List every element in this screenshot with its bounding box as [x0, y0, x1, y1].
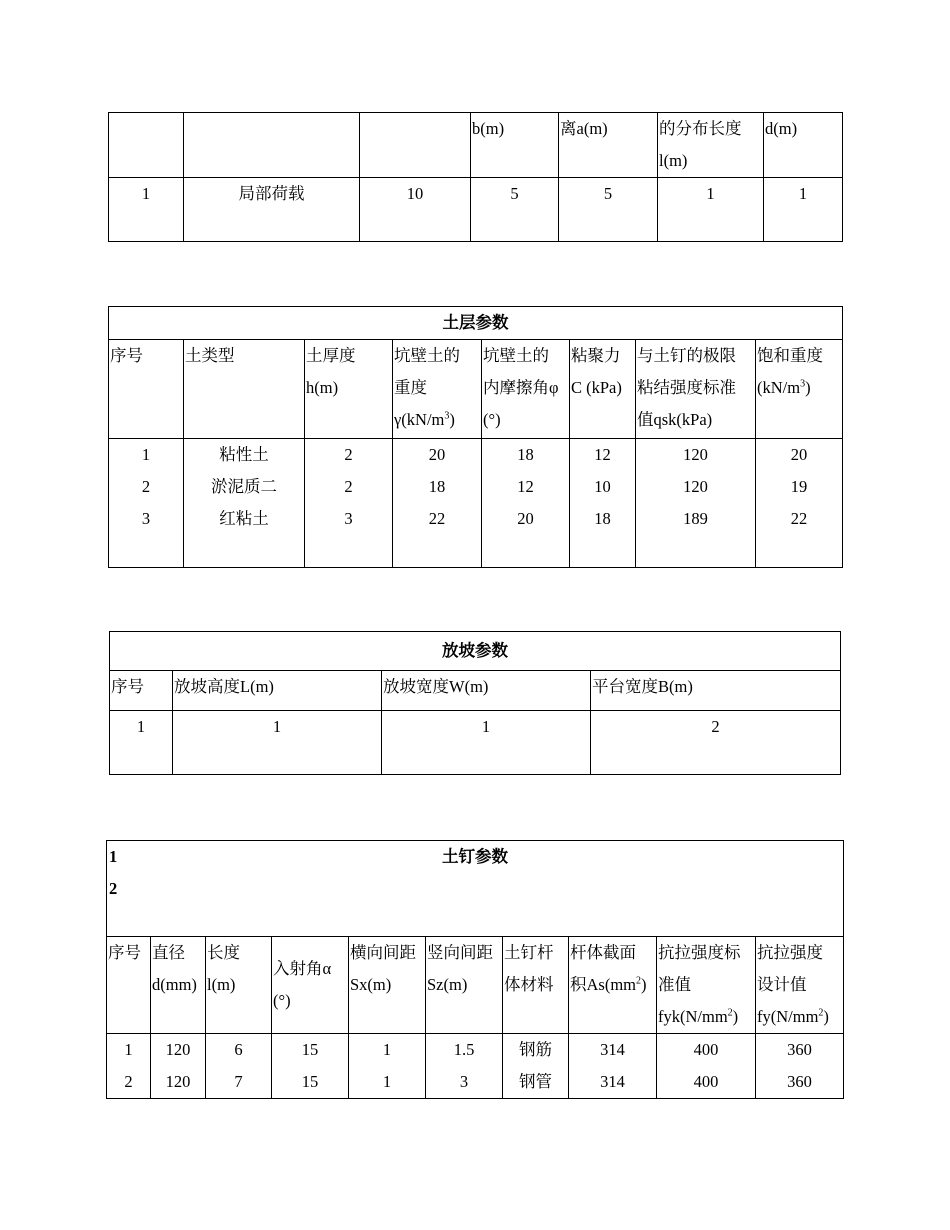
nail-header-line: 竖向间距 [427, 943, 493, 962]
table-cell: 1 [382, 1040, 392, 1059]
table-cell: 钢管 [519, 1072, 552, 1091]
nail-header-line: 长度 [207, 943, 240, 962]
table-cell: 1 [764, 178, 843, 242]
load-header-cell [658, 113, 764, 178]
nail-header-line: 序号 [108, 943, 141, 962]
soil-body-row [109, 439, 843, 568]
soil-header-line: 饱和重度 [757, 346, 823, 365]
soil-header-cell [482, 340, 570, 439]
table-cell: 2 [141, 477, 151, 496]
soil-header-cell [756, 340, 843, 439]
nail-header-line: 抗拉强度标 [658, 943, 741, 962]
table-cell: 120 [165, 1072, 191, 1091]
load-header-line: 的分布长度 [659, 119, 742, 138]
slope-header-cell: 序号 [110, 671, 173, 711]
soil-header-line: 内摩擦角φ [483, 378, 559, 397]
table-cell: 12 [517, 477, 534, 496]
table-cell: 6 [234, 1040, 243, 1059]
table-cell: 2 [591, 711, 841, 775]
soil-header-line: 坑壁土的 [483, 346, 549, 365]
table-cell: 400 [693, 1072, 719, 1091]
nail-header-line [757, 1001, 842, 1033]
superscript: 3 [444, 410, 450, 422]
nail-header-cell [569, 937, 657, 1034]
nail-title-row [107, 841, 844, 937]
nail-header-line: (°) [273, 991, 291, 1010]
table-cell: 3 [459, 1072, 469, 1091]
unit-text: ) [805, 378, 811, 397]
table-cell: 淤泥质二 [211, 477, 277, 496]
soil-header-line: 土类型 [185, 346, 235, 365]
soil-header-cell [305, 340, 393, 439]
soil-header-line: (°) [483, 410, 501, 429]
unit-text: fyk(N/mm [658, 1007, 728, 1026]
table-cell: 20 [790, 445, 808, 464]
table-cell: 18 [517, 445, 534, 464]
nail-header-line: l(m) [207, 975, 236, 994]
table-cell: 1 [109, 178, 184, 242]
nail-header-line: 土钉杆 [504, 943, 554, 962]
nail-header-line: Sz(m) [427, 975, 468, 994]
table-cell: 5 [471, 178, 559, 242]
soil-header-cell [570, 340, 636, 439]
table-cell: 18 [428, 477, 446, 496]
corner-mark: 2 [109, 879, 118, 898]
nail-col-area [569, 1034, 657, 1099]
superscript: 2 [727, 1007, 733, 1019]
nail-body-row [107, 1034, 844, 1099]
nail-header-line: Sx(m) [350, 975, 392, 994]
table-cell: 2 [344, 477, 353, 496]
table-cell: 120 [165, 1040, 191, 1059]
table-cell: 7 [234, 1072, 243, 1091]
nail-header-line [570, 969, 655, 1001]
table-cell: 3 [141, 509, 151, 528]
table-cell: 120 [683, 445, 708, 464]
nail-col-angle [272, 1034, 349, 1099]
soil-col-saturated-weight [756, 439, 843, 568]
table-cell: 22 [428, 509, 446, 528]
soil-col-thickness [305, 439, 393, 568]
nail-header-line: 体材料 [504, 975, 554, 994]
load-header-cell: 离a(m) [559, 113, 658, 178]
soil-header-line: 粘结强度标准 [637, 378, 736, 397]
soil-header-line: h(m) [306, 378, 339, 397]
table-cell: 189 [683, 509, 708, 528]
nail-header-line: 入射角α [273, 959, 332, 978]
table-cell: 360 [787, 1040, 812, 1059]
load-header-cell: b(m) [471, 113, 559, 178]
slope-header-row [110, 671, 841, 711]
nail-header-line: 直径 [152, 943, 185, 962]
soil-header-line: C (kPa) [571, 378, 622, 397]
nail-header-row [107, 937, 844, 1034]
slope-header-cell: 放坡高度L(m) [173, 671, 382, 711]
unit-text: ) [732, 1007, 739, 1026]
nail-header-cell [151, 937, 206, 1034]
table-cell: 18 [594, 509, 611, 528]
nail-header-line: 设计值 [757, 975, 807, 994]
table-cell: 1 [382, 711, 591, 775]
nail-header-line: 横向间距 [350, 943, 416, 962]
nail-col-length [206, 1034, 272, 1099]
table-cell: 1 [124, 1040, 133, 1059]
soil-header-line: 与土钉的极限 [637, 346, 736, 365]
table-cell: 2 [344, 445, 353, 464]
soil-header-cell [636, 340, 756, 439]
nail-header-cell [756, 937, 844, 1034]
table-cell: 12 [594, 445, 611, 464]
soil-header-cell [393, 340, 482, 439]
table-cell: 钢筋 [519, 1040, 552, 1059]
nail-table-title: 土钉参数 [442, 847, 509, 866]
table-cell: 10 [360, 178, 471, 242]
table-cell: 10 [594, 477, 611, 496]
load-header-cell [109, 113, 184, 178]
soil-col-cohesion [570, 439, 636, 568]
table-cell: 1 [141, 445, 151, 464]
table-row [109, 178, 843, 242]
table-cell: 15 [301, 1040, 319, 1059]
soil-header-cell [184, 340, 305, 439]
unit-text: (kN/m [757, 378, 801, 397]
slope-title-row [110, 632, 841, 671]
nail-header-line: 准值 [658, 975, 691, 994]
slope-table-title: 放坡参数 [110, 632, 841, 671]
soil-header-line: 土厚度 [306, 346, 356, 365]
table-cell: 1 [173, 711, 382, 775]
unit-text: ) [641, 975, 647, 994]
soil-header-cell [109, 340, 184, 439]
nail-header-cell [206, 937, 272, 1034]
load-table [108, 112, 843, 242]
soil-col-unit-weight [393, 439, 482, 568]
table-cell: 120 [683, 477, 708, 496]
slope-table [109, 631, 841, 775]
table-cell: 314 [600, 1040, 625, 1059]
soil-col-friction-angle [482, 439, 570, 568]
nail-header-cell [349, 937, 426, 1034]
soil-col-seq [109, 439, 184, 568]
table-cell: 20 [517, 509, 534, 528]
table-cell: 1 [382, 1072, 392, 1091]
table-cell: 红粘土 [219, 509, 269, 528]
nail-header-cell [426, 937, 503, 1034]
soil-header-line: 序号 [110, 346, 143, 365]
unit-text: γ(kN/m [394, 410, 445, 429]
nail-header-line: d(mm) [152, 975, 197, 994]
load-header-cell [360, 113, 471, 178]
soil-header-line [757, 372, 841, 404]
soil-header-row [109, 340, 843, 439]
unit-text: ) [823, 1007, 829, 1026]
table-cell: 1.5 [453, 1040, 475, 1059]
soil-header-line: 重度 [394, 378, 427, 397]
nail-title-cell [107, 841, 844, 937]
table-cell: 360 [787, 1072, 812, 1091]
unit-text: 积As(mm [570, 975, 636, 994]
soil-table [108, 306, 843, 568]
nail-header-cell [272, 937, 349, 1034]
nail-header-line: 抗拉强度 [757, 943, 823, 962]
nail-col-fy [756, 1034, 844, 1099]
nail-col-sz [426, 1034, 503, 1099]
table-cell: 局部荷载 [184, 178, 360, 242]
slope-header-cell: 平台宽度B(m) [591, 671, 841, 711]
nail-table [106, 840, 844, 1099]
soil-header-line: 坑壁土的 [394, 346, 460, 365]
table-cell: 3 [344, 509, 353, 528]
nail-col-sx [349, 1034, 426, 1099]
table-cell: 1 [110, 711, 173, 775]
soil-col-bond-strength [636, 439, 756, 568]
nail-col-fyk [657, 1034, 756, 1099]
load-header-cell: d(m) [764, 113, 843, 178]
superscript: 3 [800, 378, 806, 390]
soil-header-line: 粘聚力 [571, 346, 621, 365]
table-row [110, 711, 841, 775]
corner-mark: 1 [109, 847, 118, 866]
table-cell: 19 [790, 477, 808, 496]
load-header-cell [184, 113, 360, 178]
load-table-header-row [109, 113, 843, 178]
load-header-line: l(m) [659, 151, 688, 170]
superscript: 2 [636, 975, 641, 987]
table-cell: 15 [301, 1072, 319, 1091]
nail-header-line: 杆体截面 [570, 943, 636, 962]
unit-text: ) [449, 410, 455, 429]
superscript: 2 [818, 1007, 824, 1019]
soil-header-line: 值qsk(kPa) [637, 410, 713, 429]
table-cell: 1 [658, 178, 764, 242]
table-cell: 22 [790, 509, 808, 528]
unit-text: fy(N/mm [757, 1007, 819, 1026]
table-cell: 20 [428, 445, 446, 464]
table-cell: 314 [600, 1072, 625, 1091]
soil-table-title: 土层参数 [109, 307, 843, 340]
soil-header-line [394, 404, 480, 436]
table-cell: 粘性土 [219, 445, 269, 464]
nail-col-seq [107, 1034, 151, 1099]
table-cell: 2 [124, 1072, 133, 1091]
soil-title-row [109, 307, 843, 340]
nail-header-cell [107, 937, 151, 1034]
nail-col-diameter [151, 1034, 206, 1099]
nail-col-material [503, 1034, 569, 1099]
nail-corner-marks [109, 841, 117, 905]
nail-header-cell [657, 937, 756, 1034]
slope-header-cell: 放坡宽度W(m) [382, 671, 591, 711]
table-cell: 400 [693, 1040, 719, 1059]
soil-col-type [184, 439, 305, 568]
nail-header-cell [503, 937, 569, 1034]
table-cell: 5 [559, 178, 658, 242]
nail-header-line [658, 1001, 754, 1033]
